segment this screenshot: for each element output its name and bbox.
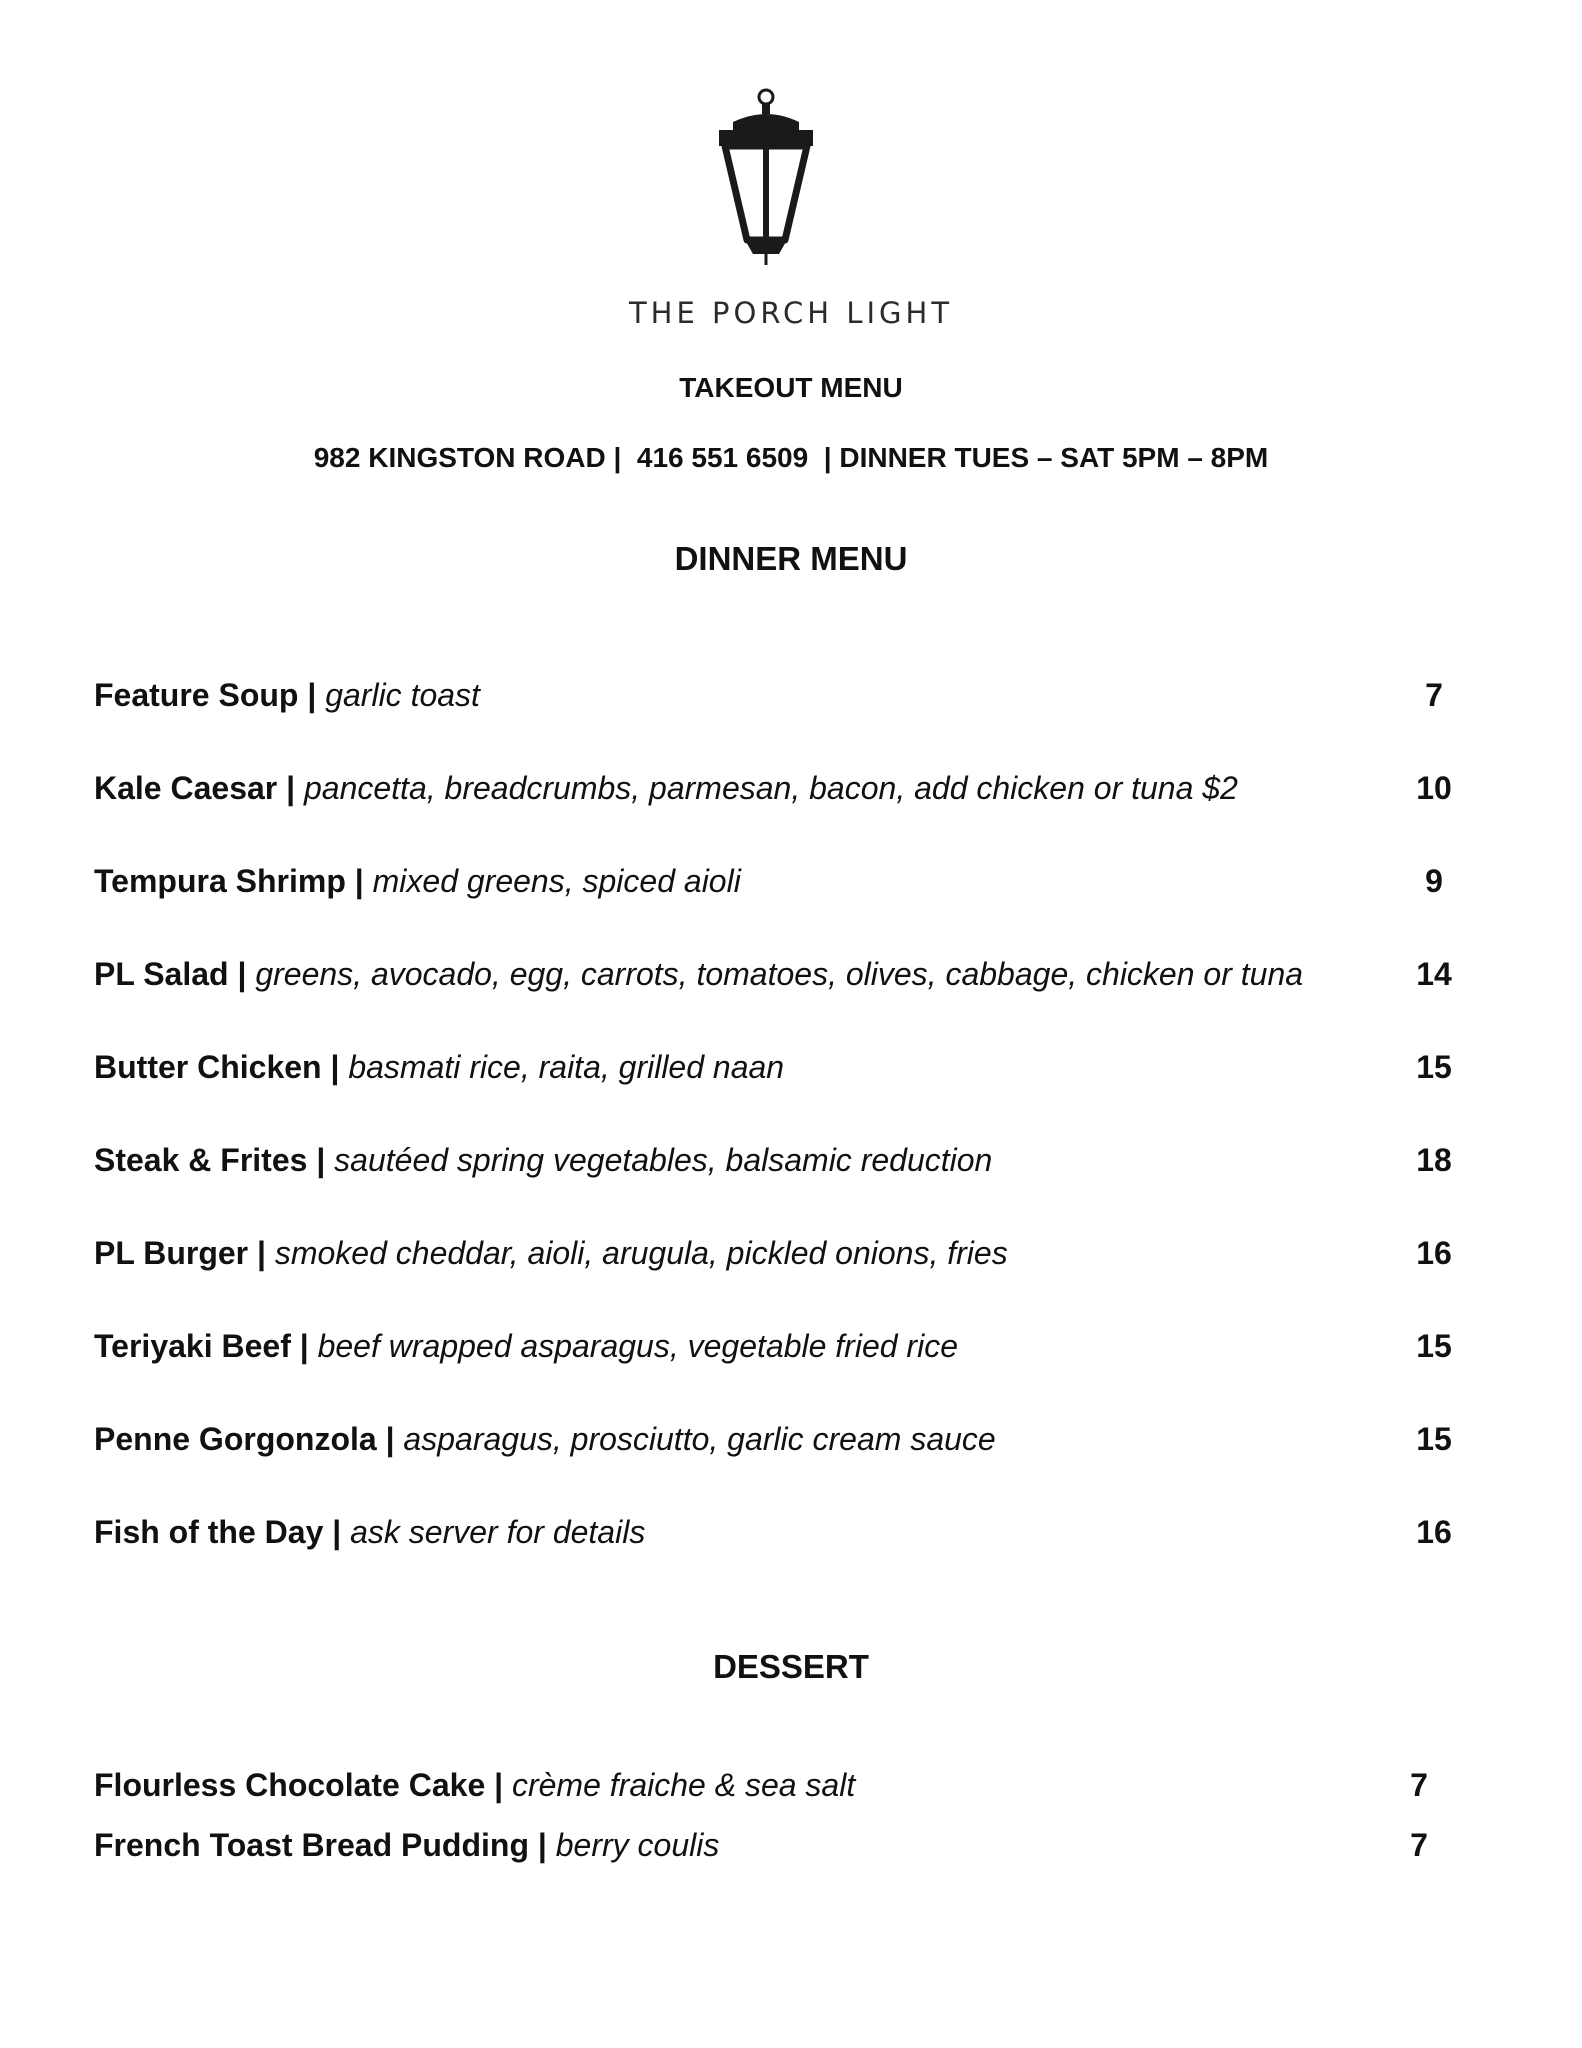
menu-item — [94, 1325, 1494, 1418]
item-price: 16 — [1416, 1235, 1452, 1271]
restaurant-info: 982 KINGSTON ROAD | 416 551 6509 | DINNER TUES – SAT 5PM – 8PM — [313, 442, 1269, 473]
dessert-menu-list — [94, 1764, 1494, 1884]
menu-item — [94, 674, 1494, 767]
item-price: 15 — [1416, 1421, 1452, 1457]
separator: | — [228, 956, 256, 992]
item-description: berry coulis — [555, 1827, 720, 1863]
item-price: 7 — [1410, 1767, 1428, 1803]
dinner-section-title: DINNER MENU — [674, 540, 908, 577]
separator: | — [345, 863, 373, 899]
item-description: sautéed spring vegetables, balsamic reduction — [334, 1142, 993, 1178]
lantern-logo-icon — [711, 88, 821, 268]
separator: | — [376, 1421, 404, 1457]
item-description: asparagus, prosciutto, garlic cream sauce — [403, 1421, 996, 1457]
separator: | — [248, 1235, 275, 1271]
item-price: 14 — [1416, 956, 1452, 992]
item-price: 9 — [1425, 863, 1443, 899]
separator: | — [290, 1328, 318, 1364]
dinner-menu-list — [94, 674, 1494, 1604]
item-name: Teriyaki Beef — [94, 1328, 291, 1364]
item-price: 18 — [1416, 1142, 1452, 1178]
item-name: Butter Chicken — [94, 1049, 322, 1085]
menu-item — [94, 860, 1494, 953]
menu-item — [94, 1764, 1494, 1824]
item-price: 15 — [1416, 1328, 1452, 1364]
item-description: basmati rice, raita, grilled naan — [348, 1049, 785, 1085]
separator: | — [277, 770, 304, 806]
item-name: Tempura Shrimp — [94, 863, 346, 899]
item-description: crème fraiche & sea salt — [511, 1767, 856, 1803]
item-name: Flourless Chocolate Cake — [94, 1767, 486, 1803]
menu-item — [94, 1511, 1494, 1604]
item-description: greens, avocado, egg, carrots, tomatoes, olives, cabbage, chicken or tuna — [255, 956, 1304, 992]
item-name: Fish of the Day — [94, 1514, 324, 1550]
menu-item — [94, 1418, 1494, 1511]
menu-item — [94, 953, 1494, 1046]
restaurant-name: THE PORCH LIGHT — [628, 296, 954, 330]
item-description: ask server for details — [350, 1514, 646, 1550]
separator: | — [529, 1827, 556, 1863]
menu-item — [94, 1824, 1494, 1884]
separator: | — [307, 1142, 335, 1178]
item-price: 10 — [1416, 770, 1452, 806]
item-price: 7 — [1410, 1827, 1428, 1863]
menu-item — [94, 767, 1494, 860]
dessert-section-title: DESSERT — [713, 1648, 869, 1685]
item-price: 16 — [1416, 1514, 1452, 1550]
menu-item — [94, 1232, 1494, 1325]
item-description: garlic toast — [325, 677, 480, 713]
item-name: French Toast Bread Pudding — [94, 1827, 529, 1863]
item-name: PL Burger — [94, 1235, 249, 1271]
item-price: 7 — [1425, 677, 1443, 713]
item-price: 15 — [1416, 1049, 1452, 1085]
item-name: Feature Soup — [94, 677, 299, 713]
item-description: pancetta, breadcrumbs, parmesan, bacon, add chicken or tuna $2 — [303, 770, 1238, 806]
separator: | — [485, 1767, 512, 1803]
item-description: smoked cheddar, aioli, arugula, pickled onions, fries — [274, 1235, 1008, 1271]
item-name: Kale Caesar — [94, 770, 278, 806]
separator: | — [321, 1049, 349, 1085]
item-name: PL Salad — [94, 956, 229, 992]
item-name: Steak & Frites — [94, 1142, 308, 1178]
separator: | — [298, 677, 326, 713]
menu-type-heading: TAKEOUT MENU — [679, 372, 903, 403]
menu-item — [94, 1139, 1494, 1232]
item-description: mixed greens, spiced aioli — [372, 863, 741, 899]
menu-item — [94, 1046, 1494, 1139]
separator: | — [323, 1514, 351, 1550]
item-name: Penne Gorgonzola — [94, 1421, 377, 1457]
item-description: beef wrapped asparagus, vegetable fried rice — [317, 1328, 958, 1364]
